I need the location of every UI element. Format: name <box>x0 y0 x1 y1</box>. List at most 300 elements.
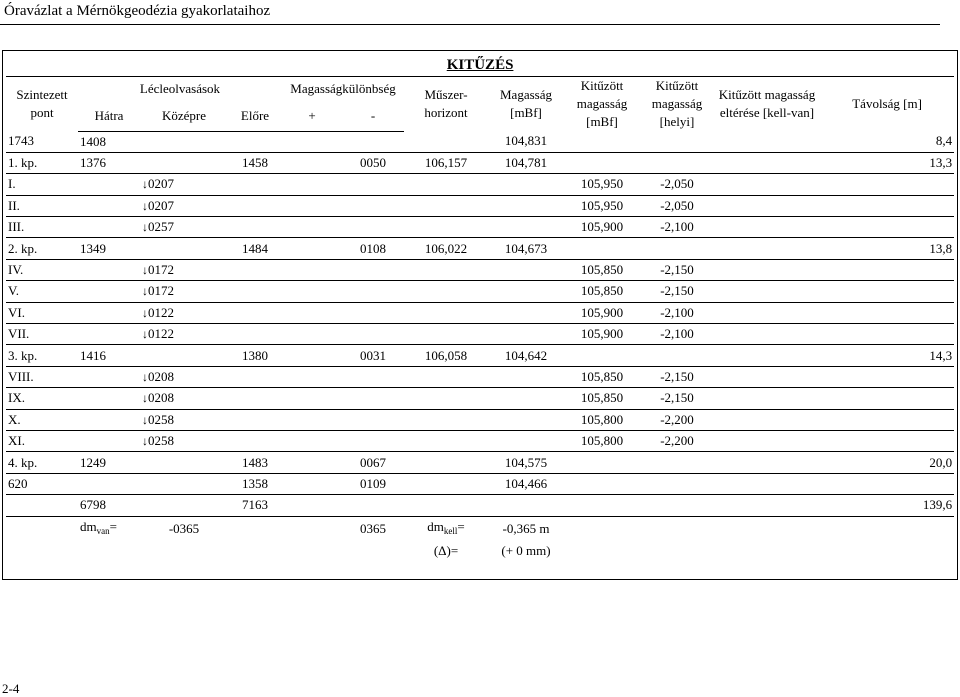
cell-set-height-bf <box>564 131 640 152</box>
cell-set-height-bf: 105,950 <box>564 195 640 216</box>
table-row <box>6 409 954 430</box>
empty-cell <box>640 541 714 561</box>
empty-cell <box>820 541 954 561</box>
cell-set-height-bf <box>564 152 640 173</box>
cell-set-height-bf: 105,850 <box>564 281 640 302</box>
empty-cell <box>714 495 820 516</box>
cell-minus: 0067 <box>342 452 404 473</box>
empty-cell <box>282 495 342 516</box>
stakeout-table-wrapper <box>6 54 954 561</box>
cell-point: 620 <box>6 473 78 494</box>
cell-middle <box>140 452 228 473</box>
cell-back <box>78 259 140 280</box>
delta-row <box>6 541 954 561</box>
cell-set-height-local <box>640 452 714 473</box>
cell-back <box>78 174 140 195</box>
col-header-readings: Lécleolvasások <box>139 80 221 96</box>
middle-reading-value: 0208 <box>148 368 174 384</box>
cell-middle <box>140 302 228 323</box>
cell-point: VII. <box>6 324 78 345</box>
middle-reading-value: 0172 <box>148 283 174 299</box>
empty-cell <box>564 516 640 541</box>
cell-back <box>78 217 140 238</box>
cell-height <box>488 366 564 387</box>
cell-plus <box>282 217 342 238</box>
table-row <box>6 259 954 280</box>
middle-reading-value: 0207 <box>148 176 174 192</box>
empty-cell <box>342 495 404 516</box>
cell-middle <box>140 152 228 173</box>
cell-set-height-bf <box>564 345 640 366</box>
col-header-plus: + <box>282 100 342 131</box>
col-header-height-diff: Magasságkülönbség <box>290 80 396 96</box>
cell-plus <box>282 195 342 216</box>
empty-cell <box>282 516 342 541</box>
cell-instrument <box>404 388 488 409</box>
cell-point: VIII. <box>6 366 78 387</box>
cell-distance: 13,8 <box>820 238 954 259</box>
cell-height: 104,575 <box>488 452 564 473</box>
cell-height: 104,673 <box>488 238 564 259</box>
cell-back <box>78 324 140 345</box>
cell-set-height-local: -2,050 <box>640 174 714 195</box>
cell-minus <box>342 430 404 451</box>
cell-set-diff <box>714 388 820 409</box>
cell-point: I. <box>6 174 78 195</box>
cell-minus <box>342 388 404 409</box>
cell-height <box>488 217 564 238</box>
cell-instrument <box>404 281 488 302</box>
cell-plus <box>282 131 342 152</box>
down-arrow-icon: ↓ <box>142 369 148 384</box>
empty-cell <box>564 495 640 516</box>
table-title: KITŰZÉS <box>6 54 954 77</box>
cell-instrument: 106,058 <box>404 345 488 366</box>
cell-set-height-bf: 105,850 <box>564 366 640 387</box>
cell-back: 1249 <box>78 452 140 473</box>
cell-set-height-bf: 105,900 <box>564 302 640 323</box>
cell-plus <box>282 259 342 280</box>
table-row <box>6 217 954 238</box>
cell-back <box>78 281 140 302</box>
cell-sum-back: 6798 <box>78 495 140 516</box>
cell-fore: 1358 <box>228 473 282 494</box>
col-header-set-height-local: Kitűzött magasság [helyi] <box>651 78 703 129</box>
cell-fore <box>228 131 282 152</box>
cell-height: 104,642 <box>488 345 564 366</box>
sums-row <box>6 495 954 516</box>
table-row <box>6 131 954 152</box>
cell-set-height-local <box>640 473 714 494</box>
cell-set-height-local: -2,150 <box>640 366 714 387</box>
cell-minus <box>342 217 404 238</box>
cell-set-height-local: -2,150 <box>640 388 714 409</box>
cell-height: 104,781 <box>488 152 564 173</box>
cell-fore <box>228 259 282 280</box>
cell-distance: 8,4 <box>820 131 954 152</box>
cell-set-diff <box>714 345 820 366</box>
middle-reading-value: 0258 <box>148 433 174 449</box>
cell-set-diff <box>714 217 820 238</box>
check-row <box>6 516 954 541</box>
col-header-fore: Előre <box>228 100 282 131</box>
cell-middle <box>140 217 228 238</box>
cell-fore <box>228 388 282 409</box>
cell-sum-fore: 7163 <box>228 495 282 516</box>
cell-set-diff <box>714 302 820 323</box>
cell-middle <box>140 388 228 409</box>
down-arrow-icon: ↓ <box>142 198 148 213</box>
down-arrow-icon: ↓ <box>142 220 148 235</box>
empty-cell <box>820 516 954 541</box>
cell-set-diff <box>714 238 820 259</box>
cell-distance: 14,3 <box>820 345 954 366</box>
cell-instrument: 106,157 <box>404 152 488 173</box>
middle-reading-value: 0258 <box>148 411 174 427</box>
cell-plus <box>282 473 342 494</box>
cell-middle <box>140 131 228 152</box>
cell-distance <box>820 302 954 323</box>
cell-point: X. <box>6 409 78 430</box>
empty-cell <box>6 495 78 516</box>
cell-point: 3. kp. <box>6 345 78 366</box>
cell-set-height-local: -2,100 <box>640 324 714 345</box>
cell-distance <box>820 430 954 451</box>
cell-fore <box>228 430 282 451</box>
cell-fore: 1458 <box>228 152 282 173</box>
cell-middle <box>140 324 228 345</box>
col-header-middle: Középre <box>140 100 228 131</box>
cell-plus <box>282 366 342 387</box>
cell-distance <box>820 174 954 195</box>
cell-fore <box>228 409 282 430</box>
empty-cell <box>228 516 282 541</box>
cell-back <box>78 366 140 387</box>
cell-instrument <box>404 409 488 430</box>
empty-cell <box>640 495 714 516</box>
cell-height: 104,466 <box>488 473 564 494</box>
cell-height <box>488 174 564 195</box>
cell-back: 1376 <box>78 152 140 173</box>
cell-height: 104,831 <box>488 131 564 152</box>
cell-point: 1. kp. <box>6 152 78 173</box>
cell-set-height-bf: 105,950 <box>564 174 640 195</box>
cell-minus <box>342 366 404 387</box>
down-arrow-icon: ↓ <box>142 434 148 449</box>
cell-point: XI. <box>6 430 78 451</box>
cell-minus <box>342 409 404 430</box>
cell-back: 1416 <box>78 345 140 366</box>
cell-instrument <box>404 430 488 451</box>
down-arrow-icon: ↓ <box>142 305 148 320</box>
dm-kell-sub: kell <box>443 525 458 536</box>
table-row <box>6 345 954 366</box>
cell-plus <box>282 409 342 430</box>
cell-distance: 20,0 <box>820 452 954 473</box>
down-arrow-icon: ↓ <box>142 391 148 406</box>
cell-distance <box>820 281 954 302</box>
cell-height <box>488 195 564 216</box>
cell-plus <box>282 238 342 259</box>
dm-kell-text: dm <box>427 518 444 534</box>
cell-instrument <box>404 195 488 216</box>
cell-distance <box>820 473 954 494</box>
cell-set-diff <box>714 195 820 216</box>
empty-cell <box>488 495 564 516</box>
dm-van-value: -0365 <box>168 520 200 536</box>
cell-point: 4. kp. <box>6 452 78 473</box>
middle-reading-value: 0208 <box>148 390 174 406</box>
cell-plus <box>282 302 342 323</box>
cell-point: IX. <box>6 388 78 409</box>
down-arrow-icon: ↓ <box>142 284 148 299</box>
dm-van-label <box>78 516 140 541</box>
page-header-title: Óravázlat a Mérnökgeodézia gyakorlataihoz <box>4 3 271 19</box>
cell-fore <box>228 324 282 345</box>
cell-minus: 0050 <box>342 152 404 173</box>
col-header-set-height-bf: Kitűzött magasság [mBf] <box>576 78 628 129</box>
middle-reading-value: 0257 <box>148 219 174 235</box>
cell-set-diff <box>714 409 820 430</box>
cell-fore <box>228 217 282 238</box>
cell-set-diff <box>714 473 820 494</box>
cell-plus <box>282 388 342 409</box>
cell-set-height-bf: 105,800 <box>564 430 640 451</box>
cell-plus <box>282 345 342 366</box>
cell-fore <box>228 302 282 323</box>
cell-distance <box>820 217 954 238</box>
cell-back <box>78 409 140 430</box>
cell-instrument <box>404 302 488 323</box>
cell-minus <box>342 302 404 323</box>
header-rule <box>0 24 940 25</box>
cell-distance <box>820 409 954 430</box>
cell-middle <box>140 430 228 451</box>
cell-set-height-local: -2,100 <box>640 302 714 323</box>
cell-height <box>488 430 564 451</box>
cell-set-diff <box>714 366 820 387</box>
cell-set-height-local: -2,050 <box>640 195 714 216</box>
col-header-distance: Távolság [m] <box>852 96 922 111</box>
cell-minus <box>342 174 404 195</box>
table-row <box>6 174 954 195</box>
cell-set-diff <box>714 324 820 345</box>
cell-instrument <box>404 217 488 238</box>
middle-reading-value: 0122 <box>148 304 174 320</box>
cell-middle <box>140 409 228 430</box>
cell-distance: 13,3 <box>820 152 954 173</box>
empty-cell <box>714 516 820 541</box>
cell-set-diff <box>714 174 820 195</box>
cell-distance <box>820 366 954 387</box>
col-header-point: Szintezett pont <box>16 87 68 120</box>
cell-fore <box>228 174 282 195</box>
cell-set-height-local <box>640 238 714 259</box>
cell-distance <box>820 388 954 409</box>
cell-instrument <box>404 324 488 345</box>
cell-set-diff <box>714 259 820 280</box>
cell-fore: 1483 <box>228 452 282 473</box>
cell-height <box>488 324 564 345</box>
cell-distance <box>820 195 954 216</box>
col-header-instrument: Műszer-horizont <box>424 87 468 120</box>
cell-middle <box>140 259 228 280</box>
empty-cell <box>140 495 228 516</box>
cell-set-height-local: -2,150 <box>640 259 714 280</box>
empty-cell <box>78 541 140 561</box>
cell-minus <box>342 131 404 152</box>
cell-fore <box>228 281 282 302</box>
cell-middle <box>140 174 228 195</box>
down-arrow-icon: ↓ <box>142 177 148 192</box>
cell-back <box>78 195 140 216</box>
cell-minus: 0031 <box>342 345 404 366</box>
cell-set-height-bf: 105,800 <box>564 409 640 430</box>
cell-set-height-bf: 105,900 <box>564 217 640 238</box>
cell-back <box>78 473 140 494</box>
cell-middle <box>140 281 228 302</box>
empty-cell <box>404 495 488 516</box>
dm-kell-eq: = <box>457 518 465 534</box>
cell-back: 1349 <box>78 238 140 259</box>
cell-set-height-bf: 105,850 <box>564 259 640 280</box>
table-row <box>6 430 954 451</box>
col-header-back: Hátra <box>78 100 140 131</box>
cell-back <box>78 388 140 409</box>
cell-set-height-local <box>640 131 714 152</box>
cell-set-height-local: -2,200 <box>640 409 714 430</box>
cell-instrument <box>404 452 488 473</box>
table-row <box>6 366 954 387</box>
table-row <box>6 388 954 409</box>
empty-cell <box>640 516 714 541</box>
table-row <box>6 195 954 216</box>
empty-cell <box>140 541 228 561</box>
cell-back <box>78 430 140 451</box>
table-row <box>6 152 954 173</box>
cell-fore <box>228 366 282 387</box>
cell-set-height-bf <box>564 452 640 473</box>
dm-kell-value: -0,365 m <box>502 520 550 536</box>
cell-point: 1743 <box>6 131 78 152</box>
cell-set-diff <box>714 281 820 302</box>
cell-set-height-local <box>640 152 714 173</box>
stakeout-table <box>6 54 954 561</box>
dm-van-text: dm <box>80 518 97 534</box>
cell-set-diff <box>714 452 820 473</box>
table-row <box>6 238 954 259</box>
cell-minus <box>342 324 404 345</box>
col-header-set-diff: Kitűzött magasság eltérése [kell-van] <box>718 87 816 120</box>
down-arrow-icon: ↓ <box>142 412 148 427</box>
cell-instrument: 106,022 <box>404 238 488 259</box>
cell-plus <box>282 174 342 195</box>
cell-plus <box>282 430 342 451</box>
empty-cell <box>342 541 404 561</box>
cell-plus <box>282 452 342 473</box>
dm-kell-label <box>404 516 488 541</box>
cell-point: V. <box>6 281 78 302</box>
cell-point: VI. <box>6 302 78 323</box>
cell-point: 2. kp. <box>6 238 78 259</box>
table-row <box>6 473 954 494</box>
cell-set-height-local: -2,100 <box>640 217 714 238</box>
cell-minus <box>342 259 404 280</box>
cell-minus: 0109 <box>342 473 404 494</box>
cell-minus <box>342 281 404 302</box>
cell-set-height-local <box>640 345 714 366</box>
dm-van-sub: van <box>96 525 110 536</box>
cell-fore <box>228 195 282 216</box>
cell-set-diff <box>714 131 820 152</box>
cell-back: 1408 <box>78 131 140 152</box>
table-row <box>6 281 954 302</box>
table-row <box>6 302 954 323</box>
cell-distance <box>820 259 954 280</box>
cell-set-height-local: -2,200 <box>640 430 714 451</box>
empty-cell <box>282 541 342 561</box>
cell-middle <box>140 238 228 259</box>
empty-cell <box>564 541 640 561</box>
cell-minus <box>342 195 404 216</box>
cell-point: IV. <box>6 259 78 280</box>
cell-height <box>488 302 564 323</box>
middle-reading-value: 0122 <box>148 326 174 342</box>
cell-height <box>488 281 564 302</box>
table-row <box>6 452 954 473</box>
cell-set-height-bf <box>564 238 640 259</box>
cell-instrument <box>404 366 488 387</box>
cell-height <box>488 409 564 430</box>
cell-instrument <box>404 259 488 280</box>
cell-instrument <box>404 174 488 195</box>
cell-instrument <box>404 131 488 152</box>
cell-fore: 1484 <box>228 238 282 259</box>
col-header-minus: - <box>342 100 404 131</box>
cell-instrument <box>404 473 488 494</box>
empty-cell <box>6 541 78 561</box>
cell-set-diff <box>714 430 820 451</box>
cell-plus <box>282 152 342 173</box>
cell-set-height-local: -2,150 <box>640 281 714 302</box>
table-row <box>6 324 954 345</box>
col-header-height: Magasság [mBf] <box>500 87 552 120</box>
cell-set-height-bf: 105,850 <box>564 388 640 409</box>
cell-set-height-bf <box>564 473 640 494</box>
cell-middle <box>140 345 228 366</box>
cell-middle <box>140 195 228 216</box>
cell-set-diff <box>714 152 820 173</box>
cell-distance <box>820 324 954 345</box>
minus-check-value: 0365 <box>360 520 386 536</box>
cell-point: II. <box>6 195 78 216</box>
dm-van-eq: = <box>109 518 117 534</box>
down-arrow-icon: ↓ <box>142 327 148 342</box>
delta-value: (+ 0 mm) <box>501 542 551 558</box>
cell-middle <box>140 473 228 494</box>
empty-cell <box>228 541 282 561</box>
middle-reading-value: 0207 <box>148 197 174 213</box>
cell-plus <box>282 281 342 302</box>
down-arrow-icon: ↓ <box>142 263 148 278</box>
cell-sum-distance: 139,6 <box>820 495 954 516</box>
empty-cell <box>6 516 78 541</box>
empty-cell <box>714 541 820 561</box>
cell-middle <box>140 366 228 387</box>
cell-back <box>78 302 140 323</box>
delta-label: (Δ)= <box>433 542 459 558</box>
page-number: 2-4 <box>2 681 20 696</box>
